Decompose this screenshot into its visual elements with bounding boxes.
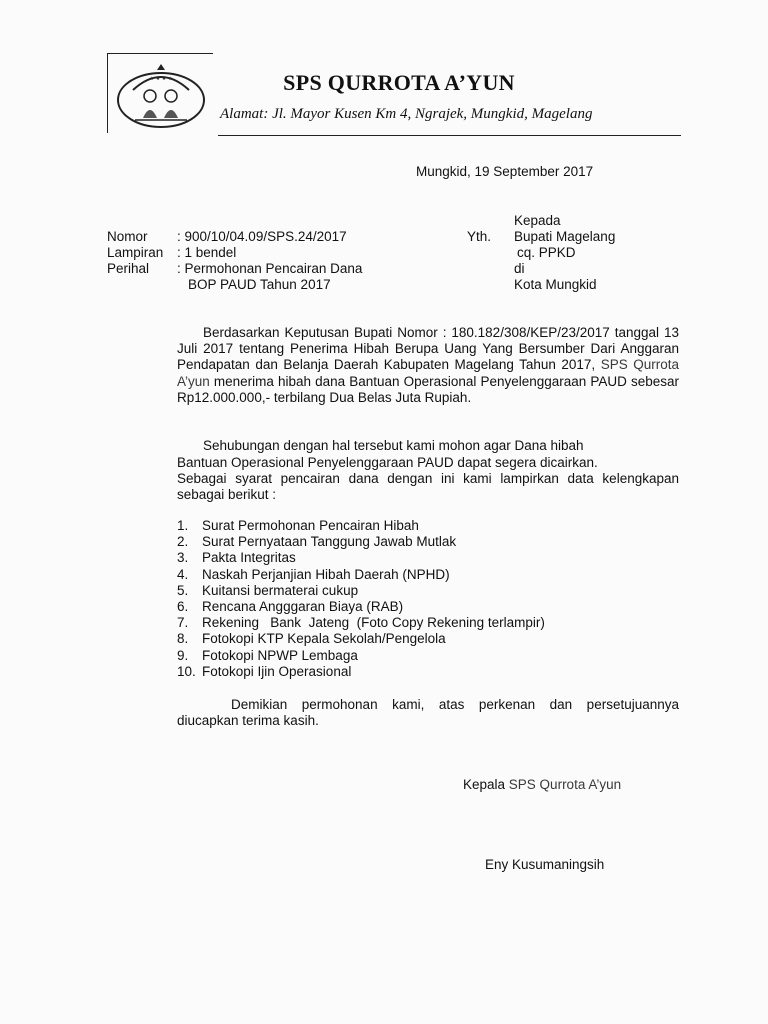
recipient-line: cq. PPKD <box>517 245 576 260</box>
attachment-item <box>177 567 545 583</box>
paragraph-org-name: SPS Qurrota A’yun <box>177 357 679 389</box>
paragraph-decree: Berdasarkan Keputusan Bupati Nomor : 180.182/308/KEP/23/2017 tanggal 13 Juli 2017 tentang Penerima Hibah Berupa Uang Yang Bersumber Dari Anggaran Pendapatan dan Belanja Daerah Kabupaten Magelang Tahun 2017, SPS Qurrota A’yun menerima hibah dana Bantuan Operasional Penyelenggaraan PAUD sebesar Rp12.000.000,- terbilang Dua Belas Juta Rupiah. <box>177 325 679 405</box>
attachment-item <box>177 631 545 647</box>
attachment-text: Pakta Integritas <box>202 550 296 566</box>
paragraph-request-line2: Bantuan Operasional Penyelenggaraan PAUD dapat segera dicairkan. <box>177 455 598 470</box>
attachment-item <box>177 599 545 615</box>
attachment-item <box>177 534 545 550</box>
nomor-value: : 900/10/04.09/SPS.24/2017 <box>177 229 347 244</box>
attachment-number: 6. <box>177 599 189 615</box>
attachment-item <box>177 664 545 680</box>
recipient-yth: Yth. <box>467 229 492 244</box>
attachment-item <box>177 615 545 631</box>
perihal-label: Perihal <box>107 261 150 276</box>
attachment-item <box>177 518 545 534</box>
letterhead-rule <box>218 135 681 136</box>
attachment-number: 2. <box>177 534 189 550</box>
signature-title: Kepala SPS Qurrota A’yun <box>463 777 622 792</box>
attachment-text: Fotokopi Ijin Operasional <box>202 663 352 679</box>
perihal-value: : Permohonan Pencairan Dana <box>177 261 363 276</box>
attachment-number: 1. <box>177 518 189 533</box>
attachment-number: 8. <box>177 631 189 647</box>
attachment-number: 10. <box>177 663 196 679</box>
attachment-number: 9. <box>177 647 189 663</box>
organization-address: Alamat: Jl. Mayor Kusen Km 4, Ngrajek, Mungkid, Magelang <box>220 106 593 122</box>
svg-text:★ ★ ★ ★: ★ ★ ★ ★ <box>149 76 173 82</box>
recipient-line: Bupati Magelang <box>514 229 616 244</box>
paragraph-request-line1: Sehubungan dengan hal tersebut kami mohon agar Dana hibah <box>203 438 584 453</box>
attachment-item <box>177 583 545 599</box>
lampiran-value: : 1 bendel <box>177 245 237 260</box>
signature-name: Eny Kusumaningsih <box>485 857 605 872</box>
signature-org-name: SPS Qurrota A’yun <box>508 777 622 792</box>
perihal-value-continued: BOP PAUD Tahun 2017 <box>188 277 331 292</box>
attachment-item <box>177 648 545 664</box>
recipient-line: di <box>514 261 525 276</box>
recipient-line: Kota Mungkid <box>514 277 597 292</box>
attachment-text: Fotokopi KTP Kepala Sekolah/Pengelola <box>202 631 446 647</box>
attachment-text: Fotokopi NPWP Lembaga <box>202 647 358 663</box>
nomor-label: Nomor <box>107 229 148 244</box>
paragraph-requirements: Sebagai syarat pencairan dana dengan ini kami lampirkan data kelengkapan sebagai berikut : <box>177 471 679 503</box>
organization-name: SPS QURROTA A’YUN <box>283 70 515 95</box>
attachment-item <box>177 550 545 566</box>
attachment-text: Kuitansi bermaterai cukup <box>202 582 359 598</box>
attachment-text: Rencana Angggaran Biaya (RAB) <box>202 599 404 615</box>
attachment-number: 7. <box>177 615 189 631</box>
attachment-number: 4. <box>177 566 189 582</box>
attachment-text: Surat Permohonan Pencairan Hibah <box>202 518 419 533</box>
attachment-number: 5. <box>177 582 189 598</box>
lampiran-label: Lampiran <box>107 245 164 260</box>
recipient-kepada: Kepada <box>514 213 561 228</box>
attachment-list <box>177 518 545 680</box>
paragraph-closing: Demikian permohonan kami, atas perkenan dan persetujuannya diucapkan terima kasih. <box>177 697 679 729</box>
attachment-text: Surat Pernyataan Tanggung Jawab Mutlak <box>202 534 457 550</box>
attachment-text: Naskah Perjanjian Hibah Daerah (NPHD) <box>202 566 450 582</box>
attachment-number: 3. <box>177 550 189 566</box>
letterhead-frame-top <box>107 53 213 54</box>
date-line: Mungkid, 19 September 2017 <box>416 164 594 179</box>
attachment-text: Rekening Bank Jateng (Foto Copy Rekening terlampir) <box>202 615 545 631</box>
